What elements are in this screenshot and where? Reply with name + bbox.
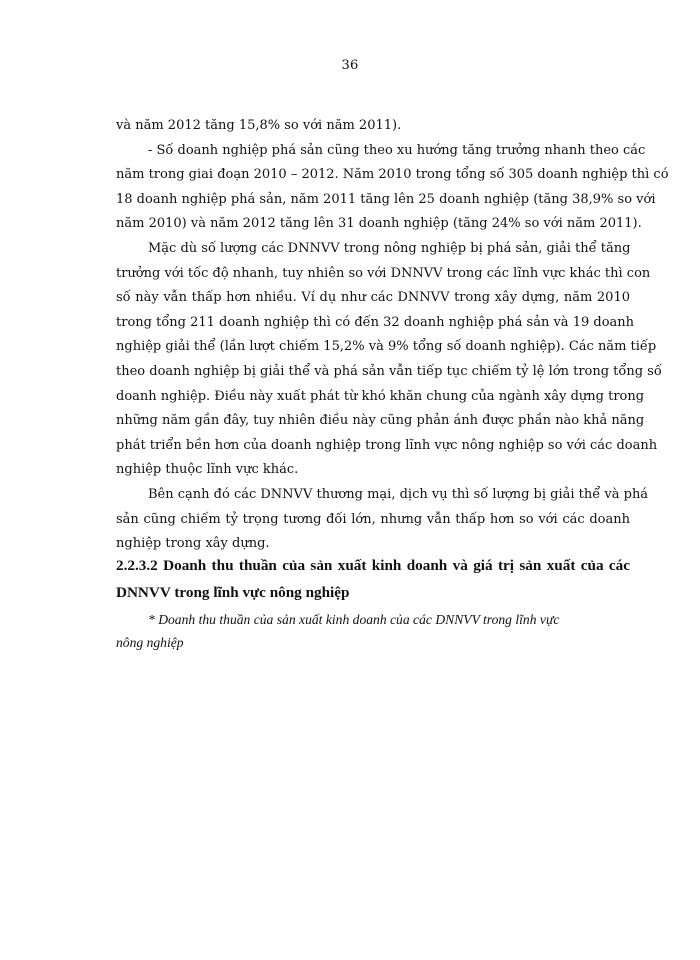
paragraph-commerce-services	[116, 483, 649, 557]
text-line: và năm 2012 tăng 15,8% so với năm 2011).	[116, 118, 402, 133]
body-text	[116, 114, 669, 557]
text-line: nghiệp trong xây dựng.	[116, 536, 270, 552]
section-heading	[116, 552, 630, 606]
text-line: năm trong giai đoạn 2010 – 2012. Năm 2010 trong tổng số 305 doanh nghiệp thì có	[116, 167, 669, 183]
paragraph-bankruptcy-trend	[116, 139, 669, 237]
text-line: nghiệp thuộc lĩnh vực khác.	[116, 462, 299, 478]
heading-line: DNNVV trong lĩnh vực nông nghiệp	[116, 584, 350, 601]
text-line: trong tổng 211 doanh nghiệp thì có đến 32 doanh nghiệp phá sản và 19 doanh	[116, 314, 635, 330]
paragraph-continuation	[116, 114, 630, 139]
text-line: những năm gần đây, tuy nhiên điều này cũng phản ánh được phần nào khả năng	[116, 413, 645, 429]
subheading-line: * Doanh thu thuần của sản xuất kinh doanh của các DNNVV trong lĩnh vực	[148, 612, 560, 627]
sub-heading	[116, 608, 630, 654]
text-line: năm 2010) và năm 2012 tăng lên 31 doanh nghiệp (tăng 24% so với năm 2011).	[116, 216, 642, 232]
heading-line: 2.2.3.2 Doanh thu thuần của sản xuất kinh doanh và giá trị sản xuất của các	[116, 557, 630, 574]
text-line: - Số doanh nghiệp phá sản cũng theo xu hướng tăng trưởng nhanh theo các	[148, 142, 646, 158]
text-line: nghiệp giải thể (lần lượt chiếm 15,2% và 9% tổng số doanh nghiệp). Các năm tiếp	[116, 339, 657, 355]
text-line: theo doanh nghiệp bị giải thể và phá sản vẫn tiếp tục chiếm tỷ lệ lớn trong tổng số	[116, 363, 662, 379]
text-line: 18 doanh nghiệp phá sản, năm 2011 tăng lên 25 doanh nghiệp (tăng 38,9% so với	[116, 191, 656, 207]
text-line: doanh nghiệp. Điều này xuất phát từ khó khăn chung của ngành xây dựng trong	[116, 388, 645, 404]
text-line: Mặc dù số lượng các DNNVV trong nông nghiệp bị phá sản, giải thể tăng	[148, 240, 631, 256]
text-line: sản cũng chiếm tỷ trọng tương đối lớn, nhưng vẫn thấp hơn so với các doanh	[116, 511, 630, 527]
text-line: phát triển bền hơn của doanh nghiệp trong lĩnh vực nông nghiệp so với các doanh	[116, 437, 658, 453]
page-number: 36	[341, 58, 359, 73]
text-line: số này vẫn thấp hơn nhiều. Ví dụ như các DNNVV trong xây dựng, năm 2010	[116, 290, 630, 306]
text-line: trưởng với tốc độ nhanh, tuy nhiên so với DNNVV trong các lĩnh vực khác thì con	[116, 265, 651, 281]
subheading-line: nông nghiệp	[116, 635, 184, 650]
text-line: Bên cạnh đó các DNNVV thương mại, dịch vụ thì số lượng bị giải thể và phá	[148, 486, 649, 502]
paragraph-comparison	[116, 237, 662, 483]
